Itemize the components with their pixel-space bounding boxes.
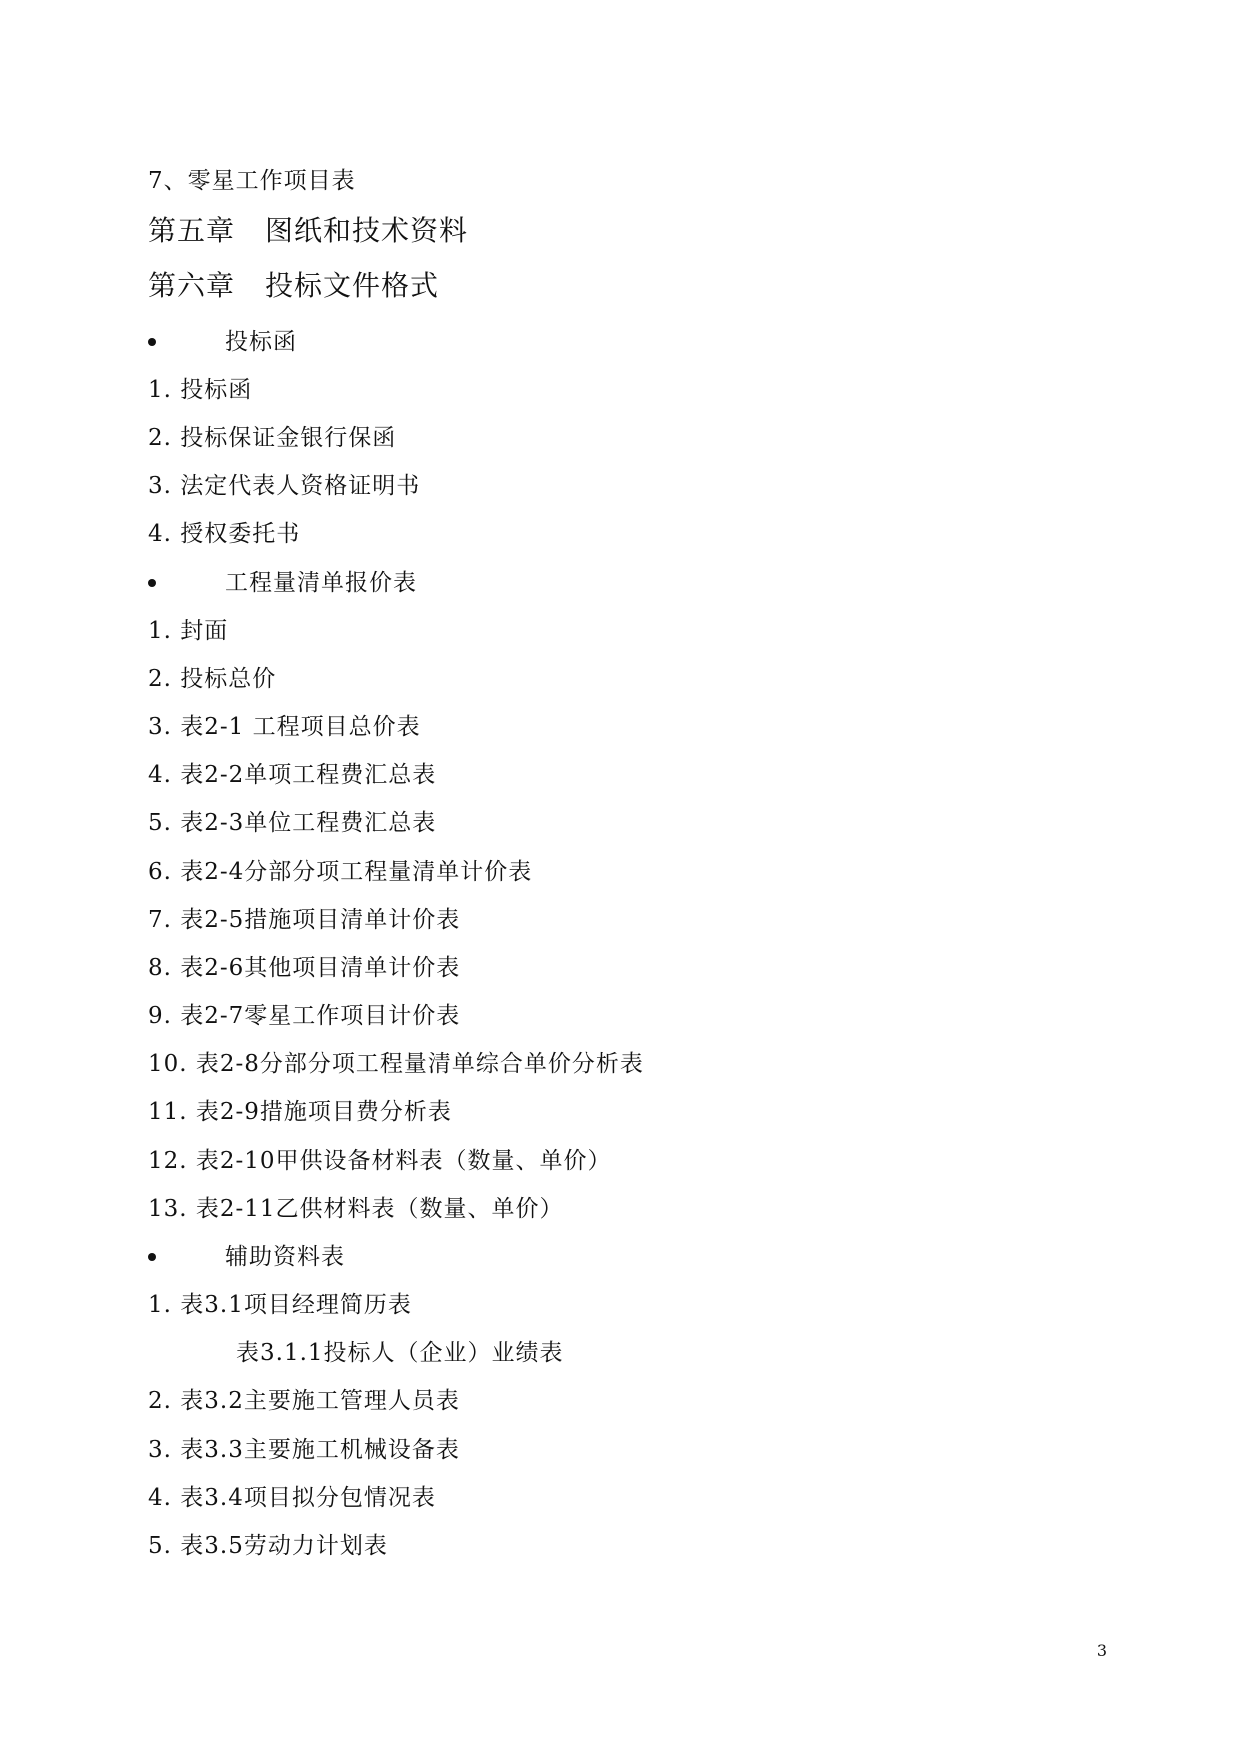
toc-line: 4. 表2-2单项工程费汇总表 — [148, 762, 437, 788]
section-bid-letter: 投标函 — [225, 329, 297, 355]
toc-line: 2. 投标保证金银行保函 — [148, 425, 397, 451]
toc-line: 3. 表2-1 工程项目总价表 — [148, 714, 421, 740]
toc-line: 12. 表2-10甲供设备材料表（数量、单价） — [148, 1148, 612, 1174]
toc-line: 1. 投标函 — [148, 377, 253, 403]
section-bill-of-quantities: 工程量清单报价表 — [225, 570, 417, 596]
toc-line: 3. 法定代表人资格证明书 — [148, 473, 421, 499]
chapter-6-heading — [148, 269, 439, 303]
toc-line: 5. 表3.5劳动力计划表 — [148, 1533, 388, 1559]
toc-subline: 表3.1.1投标人（企业）业绩表 — [236, 1340, 564, 1366]
toc-line: 2. 投标总价 — [148, 666, 277, 692]
toc-line: 8. 表2-6其他项目清单计价表 — [148, 955, 461, 981]
bullet-icon — [148, 338, 156, 346]
toc-line: 10. 表2-8分部分项工程量清单综合单价分析表 — [148, 1051, 644, 1077]
toc-line: 11. 表2-9措施项目费分析表 — [148, 1099, 452, 1125]
chapter-5-title: 图纸和技术资料 — [265, 214, 469, 247]
bullet-icon — [148, 1253, 156, 1261]
toc-line: 6. 表2-4分部分项工程量清单计价表 — [148, 859, 533, 885]
chapter-6-title: 投标文件格式 — [265, 269, 440, 302]
toc-line: 2. 表3.2主要施工管理人员表 — [148, 1388, 460, 1414]
toc-line: 1. 封面 — [148, 618, 229, 644]
toc-line: 1. 表3.1项目经理简历表 — [148, 1292, 412, 1318]
toc-line: 9. 表2-7零星工作项目计价表 — [148, 1003, 461, 1029]
toc-line: 5. 表2-3单位工程费汇总表 — [148, 810, 437, 836]
toc-line: 3. 表3.3主要施工机械设备表 — [148, 1437, 460, 1463]
toc-line: 4. 授权委托书 — [148, 521, 301, 547]
toc-line: 13. 表2-11乙供材料表（数量、单价） — [148, 1196, 564, 1222]
toc-line: 4. 表3.4项目拟分包情况表 — [148, 1485, 436, 1511]
bullet-icon — [148, 579, 156, 587]
section-supporting-tables: 辅助资料表 — [225, 1244, 345, 1270]
toc-line-zero-work-items: 7、零星工作项目表 — [148, 168, 356, 194]
chapter-5-heading — [148, 214, 468, 248]
page-number: 3 — [1096, 1641, 1107, 1660]
chapter-5-number: 第五章 — [148, 214, 236, 247]
toc-line: 7. 表2-5措施项目清单计价表 — [148, 907, 461, 933]
chapter-6-number: 第六章 — [148, 269, 236, 302]
